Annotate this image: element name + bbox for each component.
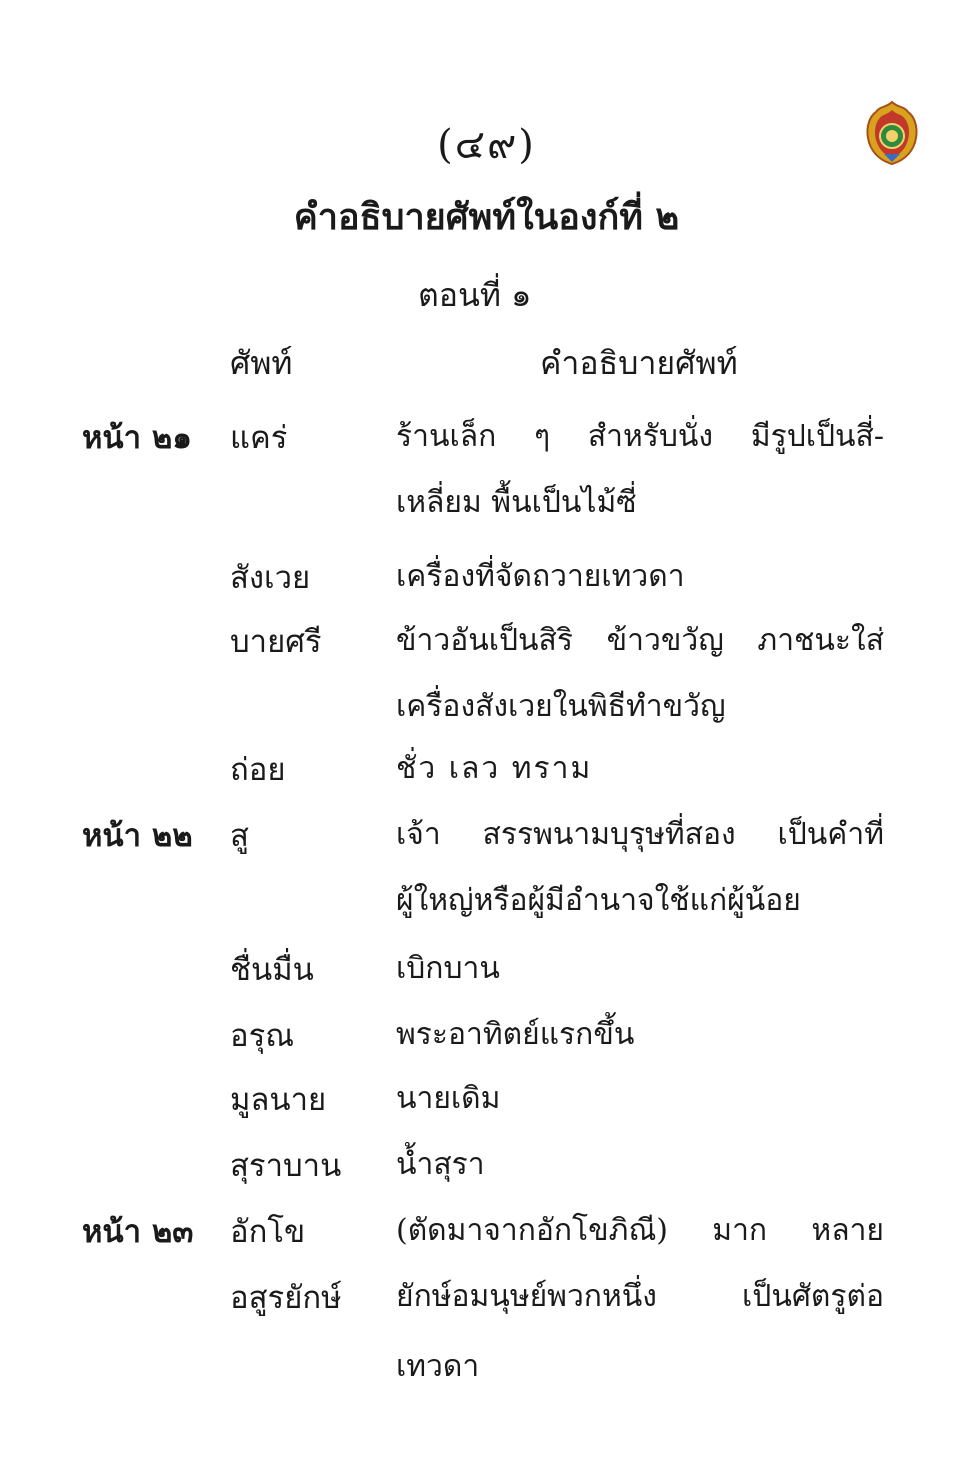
definition-line: ยักษ์อมนุษย์พวกหนึ่ง เป็นศัตรูต่อ <box>396 1279 884 1314</box>
page-reference: หน้า ๒๒ <box>82 818 193 854</box>
glossary-entry <box>0 552 973 612</box>
term: อักโข <box>230 1214 306 1250</box>
definition-line: เบิกบาน <box>396 951 500 986</box>
glossary-entry <box>0 1206 973 1266</box>
glossary-entry <box>0 1272 973 1384</box>
glossary-entry <box>0 412 973 520</box>
glossary-entry <box>0 1140 973 1200</box>
emblem-logo <box>864 100 920 166</box>
definition-line: พระอาทิตย์แรกขึ้น <box>396 1017 635 1052</box>
definition-line: เทวดา <box>396 1349 480 1384</box>
main-title: คำอธิบายศัพท์ในองก์ที่ ๒ <box>293 197 680 238</box>
definition-line: ผู้ใหญ่หรือผู้มีอำนาจใช้แก่ผู้น้อย <box>396 883 801 918</box>
term: แคร่ <box>230 420 288 456</box>
term: ถ่อย <box>230 752 286 788</box>
glossary-entry <box>0 944 973 1004</box>
glossary-entry <box>0 616 973 724</box>
glossary-entry <box>0 1074 973 1134</box>
page-reference: หน้า ๒๓ <box>82 1214 194 1250</box>
term: อรุณ <box>230 1018 295 1054</box>
definition-line: เจ้า สรรพนามบุรุษที่สอง เป็นคำที่ <box>396 817 884 852</box>
definition-line: น้ำสุรา <box>396 1147 485 1182</box>
definition-line: เครื่องที่จัดถวายเทวดา <box>396 559 685 594</box>
definition-line: ร้านเล็ก ๆ สำหรับนั่ง มีรูปเป็นสี่- <box>396 419 884 454</box>
term: บายศรี <box>230 624 322 660</box>
glossary-entry <box>0 810 973 918</box>
term: สังเวย <box>230 560 311 596</box>
section-title: ตอนที่ ๑ <box>418 276 532 314</box>
term: อสูรยักษ์ <box>230 1280 342 1316</box>
definition-line: ชั่ว เลว ทราม <box>396 751 593 786</box>
column-header-word: ศัพท์ <box>230 344 293 382</box>
term: สุราบาน <box>230 1148 342 1184</box>
definition-line: เครื่องสังเวยในพิธีทำขวัญ <box>396 689 726 724</box>
definition-line: ข้าวอันเป็นสิริ ข้าวขวัญ ภาชนะใส่ <box>396 623 884 658</box>
glossary-entry <box>0 1010 973 1070</box>
column-header-explanation: คำอธิบายศัพท์ <box>540 344 738 382</box>
definition-line: นายเดิม <box>396 1081 501 1116</box>
page-reference: หน้า ๒๑ <box>82 420 192 456</box>
term: มูลนาย <box>230 1082 327 1118</box>
glossary-entry <box>0 744 973 804</box>
definition-line: เหลี่ยม พื้นเป็นไม้ซี่ <box>396 485 637 520</box>
definition-line: (ตัดมาจากอักโขภิณี) มาก หลาย <box>396 1213 884 1248</box>
term: สู <box>230 818 249 854</box>
page-number: (๔๙) <box>437 122 536 168</box>
term: ชื่นมื่น <box>230 952 314 988</box>
